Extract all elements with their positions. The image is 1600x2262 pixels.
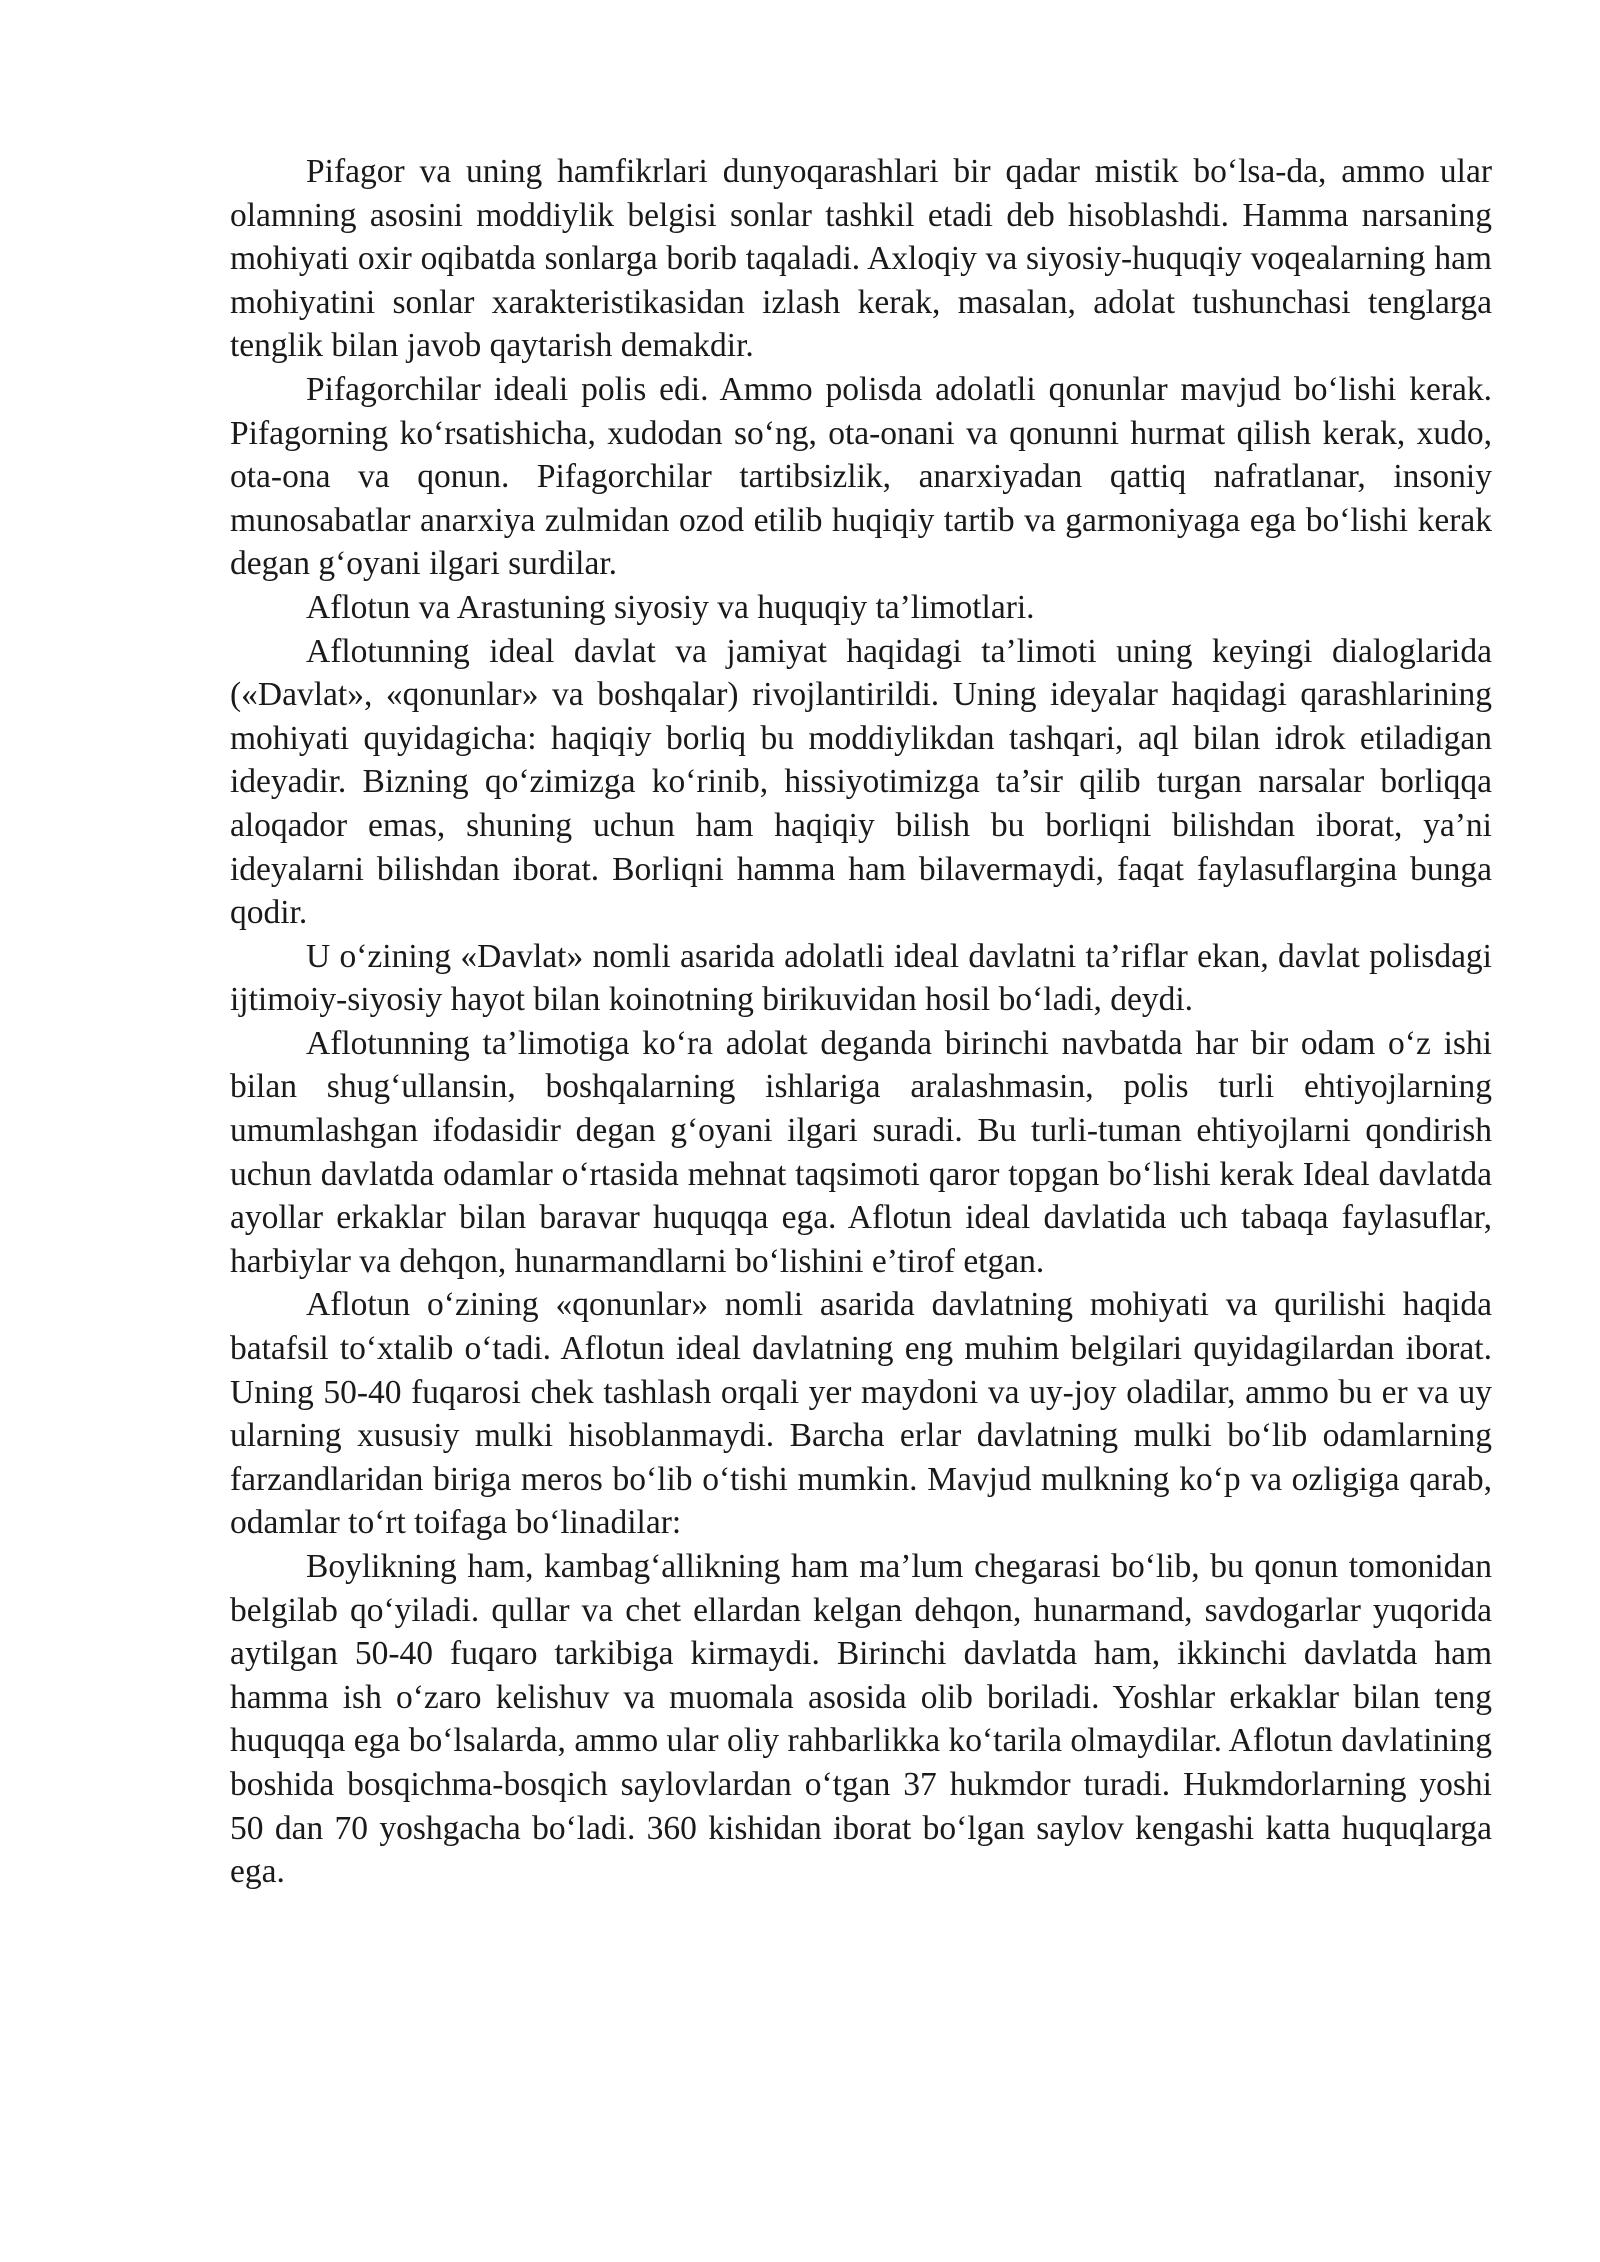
paragraph-1: Pifagor va uning hamfikrlari dunyoqarashlari bir qadar mistik bo‘lsa-da, ammo ular olamning asosini moddiylik belgisi sonlar tashkil etadi deb hisoblashdi. Hamma narsaning mohiyati oxir oqibatda sonlarga borib taqaladi. Axloqiy va siyosiy-huquqiy voqealarning ham mohiyatini sonlar xarakteristikasidan izlash kerak, masalan, adolat tushunchasi tenglarga tenglik bilan javob qaytarish demakdir. xyxy=(230,153,1492,365)
paragraph-3: Aflotunning ideal davlat va jamiyat haqidagi ta’limoti uning keyingi dialoglarida («Davlat», «qonunlar» va boshqalar) rivojlantirildi. Uning ideyalar haqidagi qarashlarining mohiyati quyidagicha: haqiqiy borliq bu moddiylikdan tashqari, aql bilan idrok etiladigan ideyadir. Bizning qo‘zimizga ko‘rinib, hissiyotimizga ta’sir qilib turgan narsalar borliqqa aloqador emas, shuning uchun ham haqiqiy bilish bu borliqni bilishdan iborat, ya’ni ideyalarni bilishdan iborat. Borliqni hamma ham bilavermaydi, faqat faylasuflargina bunga qodir. xyxy=(230,632,1492,932)
paragraph-6: Aflotun o‘zining «qonunlar» nomli asarida davlatning mohiyati va qurilishi haqida batafsil to‘xtalib o‘tadi. Aflotun ideal davlatning eng muhim belgilari quyidagilardan iborat. Uning 50-40 fuqarosi chek tashlash orqali yer maydoni va uy-joy oladilar, ammo bu er va uy ularning xususiy mulki hisoblanmaydi. Barcha erlar davlatning mulki bo‘lib odamlarning farzandlaridan biriga meros bo‘lib o‘tishi mumkin. Mavjud mulkning ko‘p va ozligiga qarab, odamlar to‘rt toifaga bo‘linadilar: xyxy=(230,1286,1492,1542)
paragraph-7: Boylikning ham, kambag‘allikning ham ma’lum chegarasi bo‘lib, bu qonun tomonidan belgilab qo‘yiladi. qullar va chet ellardan kelgan dehqon, hunarmand, savdogarlar yuqorida aytilgan 50-40 fuqaro tarkibiga kirmaydi. Birinchi davlatda ham, ikkinchi davlatda ham hamma ish o‘zaro kelishuv va muomala asosida olib boriladi. Yoshlar erkaklar bilan teng huquqqa ega bo‘lsalarda, ammo ular oliy rahbarlikka ko‘tarila olmaydilar. Aflotun davlatining boshida bosqichma-bosqich saylovlardan o‘tgan 37 hukmdor turadi. Hukmdorlarning yoshi 50 dan 70 yoshgacha bo‘ladi. 360 kishidan iborat bo‘lgan saylov kengashi katta huquqlarga ega. xyxy=(230,1548,1492,1891)
document-page xyxy=(230,150,1492,1894)
section-heading: Aflotun va Arastuning siyosiy va huquqiy ta’limotlari. xyxy=(306,588,1035,626)
paragraph-4: U o‘zining «Davlat» nomli asarida adolatli ideal davlatni ta’riflar ekan, davlat polisdagi ijtimoiy-siyosiy hayot bilan koinotning birikuvidan hosil bo‘ladi, deydi. xyxy=(230,937,1492,1019)
paragraph-2: Pifagorchilar ideali polis edi. Ammo polisda adolatli qonunlar mavjud bo‘lishi kerak. Pifagorning ko‘rsatishicha, xudodan so‘ng, ota-onani va qonunni hurmat qilish kerak, xudo, ota-ona va qonun. Pifagorchilar tartibsizlik, anarxiyadan qattiq nafratlanar, insoniy munosabatlar anarxiya zulmidan ozod etilib huqiqiy tartib va garmoniyaga ega bo‘lishi kerak degan g‘oyani ilgari surdilar. xyxy=(230,370,1492,583)
paragraph-5: Aflotunning ta’limotiga ko‘ra adolat deganda birinchi navbatda har bir odam o‘z ishi bilan shug‘ullansin, boshqalarning ishlariga aralashmasin, polis turli ehtiyojlarning umumlashgan ifodasidir degan g‘oyani ilgari suradi. Bu turli-tuman ehtiyojlarni qondirish uchun davlatda odamlar o‘rtasida mehnat taqsimoti qaror topgan bo‘lishi kerak Ideal davlatda ayollar erkaklar bilan baravar huquqqa ega. Aflotun ideal davlatida uch tabaqa faylasuflar, harbiylar va dehqon, hunarmandlarni bo‘lishini e’tirof etgan. xyxy=(230,1024,1492,1280)
